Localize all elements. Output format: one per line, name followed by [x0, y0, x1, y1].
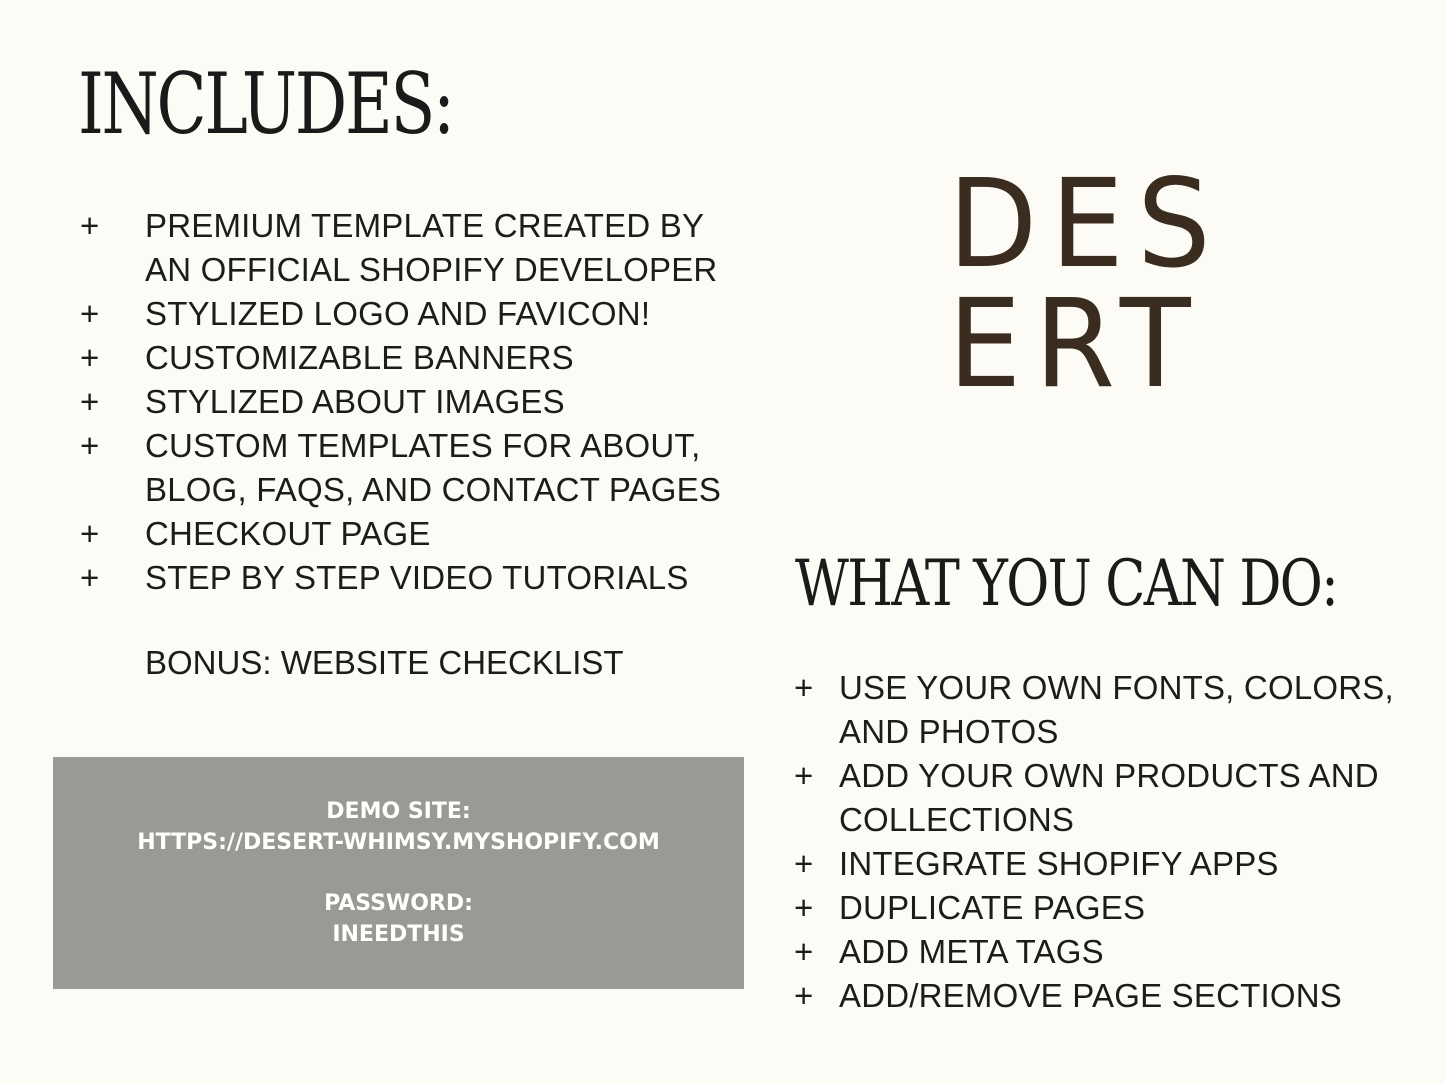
logo-line: ERT	[948, 273, 1205, 415]
plus-icon: +	[80, 339, 100, 376]
list-item	[80, 556, 780, 600]
plus-icon: +	[794, 933, 814, 970]
list-item	[80, 292, 780, 336]
demo-info-box	[53, 757, 744, 989]
list-item-line: PREMIUM TEMPLATE CREATED BY	[145, 207, 705, 244]
list-item	[794, 974, 1434, 1018]
list-item	[80, 380, 780, 424]
list-item	[80, 512, 780, 556]
what-you-can-do-title: WHAT YOU CAN DO:	[795, 547, 1338, 621]
plus-icon: +	[80, 427, 100, 464]
list-item	[80, 424, 780, 512]
list-item-line: ADD/REMOVE PAGE SECTIONS	[839, 977, 1342, 1014]
password-value: INEEDTHIS	[332, 922, 465, 947]
list-item	[794, 930, 1434, 974]
what-you-can-do-list	[794, 666, 1434, 1018]
logo-line: DES	[948, 153, 1224, 295]
list-item-line: USE YOUR OWN FONTS, COLORS,	[839, 669, 1394, 706]
plus-icon: +	[80, 515, 100, 552]
list-item-line: CUSTOM TEMPLATES FOR ABOUT,	[145, 427, 701, 464]
list-item-line: STYLIZED LOGO AND FAVICON!	[145, 295, 651, 332]
plus-icon: +	[794, 669, 814, 706]
list-item-line: STEP BY STEP VIDEO TUTORIALS	[145, 559, 689, 596]
demo-site-label: DEMO SITE:	[326, 799, 471, 824]
list-item-line: COLLECTIONS	[839, 801, 1075, 838]
plus-icon: +	[794, 757, 814, 794]
password-label: PASSWORD:	[324, 891, 473, 916]
plus-icon: +	[794, 977, 814, 1014]
list-item-line: STYLIZED ABOUT IMAGES	[145, 383, 565, 420]
list-item-line: CUSTOMIZABLE BANNERS	[145, 339, 574, 376]
list-item-line: INTEGRATE SHOPIFY APPS	[839, 845, 1279, 882]
bonus-text: BONUS: WEBSITE CHECKLIST	[145, 644, 624, 681]
demo-site-url[interactable]: HTTPS://DESERT-WHIMSY.MYSHOPIFY.COM	[137, 830, 660, 855]
includes-list	[80, 204, 780, 600]
list-item-line: DUPLICATE PAGES	[839, 889, 1146, 926]
list-item-line: AND PHOTOS	[839, 713, 1059, 750]
plus-icon: +	[80, 295, 100, 332]
list-item	[80, 204, 780, 292]
includes-title: INCLUDES:	[78, 55, 453, 153]
desert-logo	[948, 153, 1224, 415]
list-item	[794, 842, 1434, 886]
list-item	[794, 886, 1434, 930]
plus-icon: +	[794, 845, 814, 882]
list-item	[80, 336, 780, 380]
list-item-line: CHECKOUT PAGE	[145, 515, 431, 552]
list-item-line: AN OFFICIAL SHOPIFY DEVELOPER	[145, 251, 718, 288]
list-item	[794, 666, 1434, 754]
list-item-line: BLOG, FAQS, AND CONTACT PAGES	[145, 471, 722, 508]
list-item-line: ADD META TAGS	[839, 933, 1104, 970]
plus-icon: +	[794, 889, 814, 926]
list-item-line: ADD YOUR OWN PRODUCTS AND	[839, 757, 1379, 794]
plus-icon: +	[80, 383, 100, 420]
plus-icon: +	[80, 559, 100, 596]
plus-icon: +	[80, 207, 100, 244]
list-item	[794, 754, 1434, 842]
